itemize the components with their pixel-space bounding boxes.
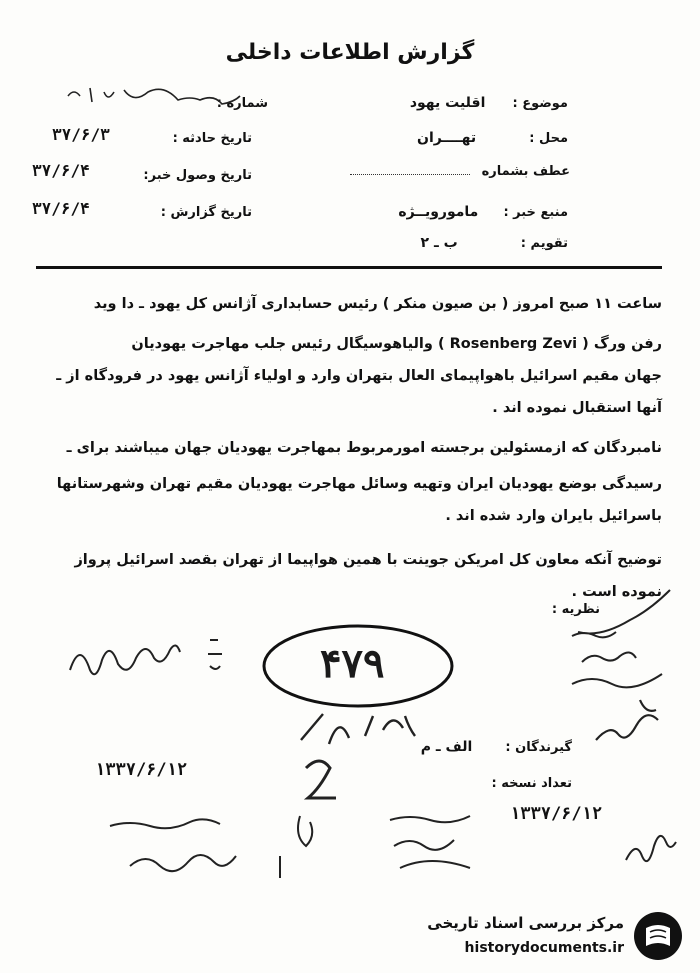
receipt-date-label: تاریخ وصول خبر: bbox=[143, 168, 252, 183]
copies-field bbox=[492, 772, 572, 791]
receipt-date-value: ۳۷/۶/۴ bbox=[32, 161, 90, 180]
subject-field bbox=[410, 92, 568, 111]
opinion-label: نظریه : bbox=[551, 602, 600, 617]
handwritten-date-right: ۱۳۳۷/۶/۱۲ bbox=[510, 804, 603, 824]
grade-field bbox=[421, 232, 568, 251]
place-field bbox=[417, 127, 568, 146]
watermark-url[interactable]: historydocuments.ir bbox=[464, 940, 624, 956]
handwritten-date-left: ۱۳۳۷/۶/۱۲ bbox=[95, 760, 188, 780]
body-line-2: رفن ورگ ( Rosenberg Zevi ) والیاهوسیگال رئیس جلب مهاجرت یهودیان bbox=[131, 336, 662, 352]
receivers-label: گیرندگان : bbox=[505, 740, 572, 755]
handwritten-number-scribble bbox=[64, 82, 272, 110]
number-label: شماره : bbox=[216, 96, 268, 111]
page-title: گزارش اطلاعات داخلی bbox=[225, 40, 475, 65]
source-label: منبع خبر : bbox=[503, 205, 568, 220]
handwritten-mark-right bbox=[590, 690, 670, 750]
place-value: تهــــران bbox=[417, 130, 477, 146]
handwritten-signature-center bbox=[380, 806, 490, 876]
copies-label: تعداد نسخه : bbox=[491, 776, 572, 791]
body-line-3: جهان مقیم اسرائیل باهواپیمای العال بتهران وارد و اولیاء آژانس یهود در فرودگاه از ـ bbox=[56, 368, 662, 384]
report-date-value: ۳۷/۶/۴ bbox=[32, 199, 90, 218]
incident-date-value: ۳۷/۶/۳ bbox=[52, 125, 110, 144]
body-line-8: توضیح آنکه معاون کل امریکن جوینت با همین هواپیما از تهران بقصد اسرائیل پرواز bbox=[74, 552, 662, 568]
incident-date-field bbox=[173, 127, 252, 146]
receivers-field bbox=[421, 736, 572, 755]
source-field bbox=[398, 201, 568, 220]
archive-logo-icon bbox=[632, 910, 684, 962]
receipt-date-field bbox=[143, 164, 252, 183]
body-line-9: نموده است . bbox=[571, 584, 662, 600]
watermark-text: مرکز بررسی اسناد تاریخی bbox=[427, 914, 624, 932]
grade-label: تقویم : bbox=[520, 236, 568, 251]
handwritten-signatures-bottom-left bbox=[100, 796, 340, 886]
subject-value: اقلیت یهود bbox=[409, 95, 486, 111]
incident-date-label: تاریخ حادثه : bbox=[172, 131, 252, 146]
report-date-field bbox=[161, 201, 252, 220]
body-line-5: نامبردگان که ازمسئولین برجسته امورمربوط بمهاجرت یهودیان جهان میباشند برای ـ bbox=[66, 440, 662, 456]
ref-label: عطف بشماره bbox=[481, 164, 570, 179]
place-label: محل : bbox=[529, 131, 568, 146]
grade-value: ب ـ ۲ bbox=[420, 235, 458, 251]
report-date-label: تاریخ گزارش : bbox=[160, 205, 252, 220]
ref-field bbox=[350, 160, 570, 179]
handwritten-initial-right bbox=[620, 820, 680, 870]
body-line-6: رسیدگی بوضع یهودیان ایران وتهیه وسائل مهاجرت یهودیان مقیم تهران وشهرستانها bbox=[56, 476, 662, 492]
header-divider bbox=[36, 266, 662, 269]
ref-dotted-line bbox=[350, 174, 470, 175]
stamp-number: ۴۷۹ bbox=[320, 640, 385, 687]
body-line-7: باسرائیل بایران وارد شده اند . bbox=[445, 508, 662, 524]
body-line-1: ساعت ۱۱ صبح امروز ( بن صیون منکر ) رئیس حسابداری آژانس کل یهود ـ دا وید bbox=[93, 296, 662, 312]
subject-label: موضوع : bbox=[512, 96, 568, 111]
handwritten-note-left bbox=[60, 620, 230, 690]
receivers-value: الف ـ م bbox=[420, 739, 473, 755]
source-value: مامورویــژه bbox=[398, 204, 479, 220]
handwritten-note-right bbox=[552, 580, 682, 700]
body-line-4: آنها استقبال نموده اند . bbox=[492, 400, 662, 416]
